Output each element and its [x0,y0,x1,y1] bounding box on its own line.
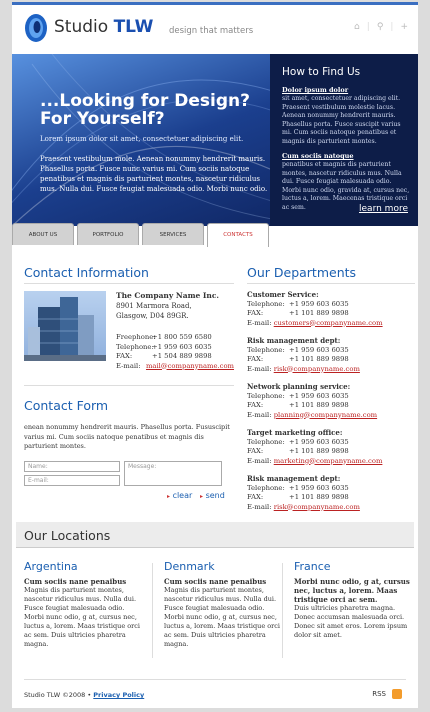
find-us-link-1[interactable]: Dolor ipsum dolor [282,86,349,94]
department-value: +1 959 603 6035 [289,345,349,354]
header [12,5,418,51]
department-row [247,447,415,457]
department-value: +1 101 889 9898 [289,309,349,317]
privacy-policy-link[interactable]: Privacy Policy [93,691,145,699]
department-label: Telephone: [247,391,285,400]
department-item [247,336,415,374]
location-separator [282,563,283,658]
clear-button[interactable] [167,491,192,500]
department-name: Target marketing office: [247,428,343,437]
department-row [247,493,415,503]
department-row [247,365,415,375]
location-separator [152,563,153,658]
logo-icon[interactable] [24,13,48,43]
footer [24,691,144,699]
contact-form-title: Contact Form [24,398,109,413]
department-item [247,474,415,512]
divider [24,679,406,680]
send-button[interactable] [200,491,225,500]
department-name: Risk management dept: [247,474,341,483]
department-label: FAX: [247,355,264,363]
divider [24,283,234,284]
department-value: +1 101 889 9898 [289,401,349,409]
tab-services[interactable]: SERVICES [142,223,204,245]
learn-more-link[interactable]: learn more [359,204,408,214]
department-email-link[interactable]: risk@companyname.com [273,364,360,373]
departments-title: Our Departments [247,265,357,280]
hero-main [12,54,270,226]
department-name: Customer Service: [247,290,319,299]
header-tools: ⌂ | ⚲ | + [354,22,408,32]
department-label: FAX: [247,309,264,317]
department-label: E-mail: [247,364,272,373]
search-icon[interactable]: ⚲ [376,22,384,32]
hero-tagline: Lorem ipsum dolor sit amet, consectetuer adipiscing elit. [40,135,244,143]
department-name: Network planning service: [247,382,351,391]
send-label: send [205,491,225,500]
department-label: Telephone: [247,437,285,446]
contact-form-text: enean nonummy hendrerit mauris. Phasellus porta. Fususcipit varius mi. Cum sociis natoque penatibus et magnis dis parturient montes. [24,423,230,450]
find-us-text-2: penatibus et magnis dis parturient montes, nascetur ridiculus mus. Nulla dui. Fusce feugiat malesuada odio. Morbi nunc odio, gravida at, cursus nec, luctus a, lorem. Maecenas tristique orci ac sem. [282,161,410,211]
tab-about-us[interactable]: ABOUT US [12,223,74,245]
building-graphic [24,291,106,361]
location-text: Duis ultricies pharetra magna. Donec accumsan malesuada orci. Donec sit amet eros. Lorem ipsum dolor sit amet. [294,604,408,639]
department-value: +1 101 889 9898 [289,493,349,501]
department-label: E-mail: [247,318,272,327]
department-email-link[interactable]: planning@companyname.com [273,410,378,419]
department-row [247,346,415,356]
hero-banner [12,54,418,226]
email-input[interactable]: E-mail: [24,475,120,486]
hero-title [40,92,268,128]
department-row [247,484,415,494]
department-row [247,392,415,402]
find-us-link-2[interactable]: Cum sociis natoque [282,152,354,160]
divider [24,385,234,386]
department-row [247,355,415,365]
contact-label: E-mail: [116,361,141,370]
rss-label: RSS [372,690,386,698]
department-label: Telephone: [247,345,285,354]
contact-row [116,352,234,362]
department-label: Telephone: [247,299,285,308]
location-city: Denmark [164,560,215,573]
brand-bold: TLW [113,17,154,37]
department-value: +1 959 603 6035 [289,299,349,308]
contact-label: Freephone: [116,333,156,341]
location-bold-text: Morbi nunc odio, g at, cursus nec, luctus a, lorem. Maas tristique orci ac sem. [294,577,410,604]
department-email-link[interactable]: marketing@companyname.com [273,456,383,465]
page [12,2,418,708]
location-text: Magnis dis parturient montes, nascetur ridiculus mus. Nulla dui. Fusce feugiat malesuada odio. Morbi nunc odio, g at, cursus nec, luctus a, lorem. Maas tristique orci ac sem. Duis ultricies pharetra magna. [24,586,140,648]
contact-row [116,333,234,343]
departments-column [247,263,415,512]
department-value: +1 959 603 6035 [289,483,349,492]
department-row [247,457,415,467]
department-label: FAX: [247,493,264,501]
add-icon[interactable]: + [400,22,408,32]
department-label: FAX: [247,447,264,455]
brand-tagline: design that matters [169,26,254,36]
location-argentina [24,560,142,649]
department-value: +1 101 889 9898 [289,447,349,455]
department-label: FAX: [247,401,264,409]
department-value: +1 959 603 6035 [289,391,349,400]
location-bold-text: Cum sociis nane penaibus [164,577,267,586]
department-label: Telephone: [247,483,285,492]
main-nav-tabs [12,223,270,245]
contact-value: +1 800 559 6580 [152,333,212,341]
contact-label: FAX: [116,352,133,360]
department-row [247,300,415,310]
department-row [247,503,415,513]
department-item [247,382,415,420]
rss-icon [392,689,402,699]
hero-title-line2: For Yourself? [40,109,165,129]
department-value: +1 101 889 9898 [289,355,349,363]
hero-text: Praesent vestibulum mole. Aenean nonummy hendrerit mauris. Phasellus porta. Fusce nunc varius mi. Cum sociis natoque penatibus et magnis dis parturient montes, nascetur ridiculus mus. Nulla dui. Fusce feugiat malesuada odio. Morbi nunc odio. [40,155,268,193]
location-france [294,560,412,640]
location-city: Argentina [24,560,78,573]
contact-value: +1 959 603 6035 [152,342,212,351]
find-us-text-1: sit amet, consectetuer adipiscing elit. Praesent vestibulum molestie lacus. Aenean nonummy hendrerit mauris. Phasellus porta. Fusce suscipit varius mi. Cum sociis natoque penatibus et magnis dis parturient montes. [282,95,401,145]
contact-email-link[interactable]: mail@companyname.com [145,361,234,370]
tab-portfolio[interactable]: PORTFOLIO [77,223,139,245]
rss-link[interactable] [372,689,402,699]
home-icon[interactable]: ⌂ [354,22,360,32]
tab-contacts[interactable]: CONTACTS [207,223,269,247]
department-row [247,319,415,329]
contact-row [116,343,234,353]
department-label: E-mail: [247,456,272,465]
company-details [116,291,234,371]
message-textarea[interactable]: Message: [124,461,222,486]
department-email-link[interactable]: risk@companyname.com [273,502,360,511]
divider [247,283,415,284]
department-value: +1 959 603 6035 [289,437,349,446]
locations-title: Our Locations [24,528,111,543]
contact-label: Telephone: [116,342,154,351]
department-email-link[interactable]: customers@companyname.com [273,318,383,327]
departments-list [247,290,415,512]
company-name: The Company Name Inc. [116,291,220,300]
location-bold-text: Cum sociis nane penaibus [24,577,127,586]
find-us-panel [270,54,418,226]
arrow-right-icon: ▸ [200,493,204,500]
contact-row [116,362,234,372]
contact-info-title: Contact Information [24,265,149,280]
arrow-right-icon: ▸ [167,493,171,500]
find-us-title: How to Find Us [282,66,361,78]
department-label: E-mail: [247,502,272,511]
location-city: France [294,560,331,573]
location-denmark [164,560,282,649]
footer-copyright: Studio TLW ©2008 • [24,691,92,699]
building-image [24,291,106,361]
department-row [247,401,415,411]
contact-value: +1 504 889 9898 [152,352,212,360]
department-row [247,309,415,319]
hero-title-line1: ...Looking for Design? [40,91,250,111]
brand-name[interactable] [54,17,153,37]
department-item [247,428,415,466]
department-item [247,290,415,328]
company-address-1: 8901 Marmora Road, [116,302,192,310]
department-row [247,438,415,448]
brand-prefix: Studio [54,17,109,37]
location-text: Magnis dis parturient montes, nascetur ridiculus mus. Nulla dui. Fusce feugiat malesuada odio. Morbi nunc odio, g at, cursus nec, luctus a, lorem. Maas tristique orci ac sem. Duis ultricies pharetra magna. [164,586,280,648]
locations-header [16,522,414,548]
company-address-2: Glasgow, D04 89GR. [116,312,189,320]
department-label: E-mail: [247,410,272,419]
clear-label: clear [172,491,193,500]
department-row [247,411,415,421]
department-name: Risk management dept: [247,336,341,345]
name-input[interactable]: Name: [24,461,120,472]
